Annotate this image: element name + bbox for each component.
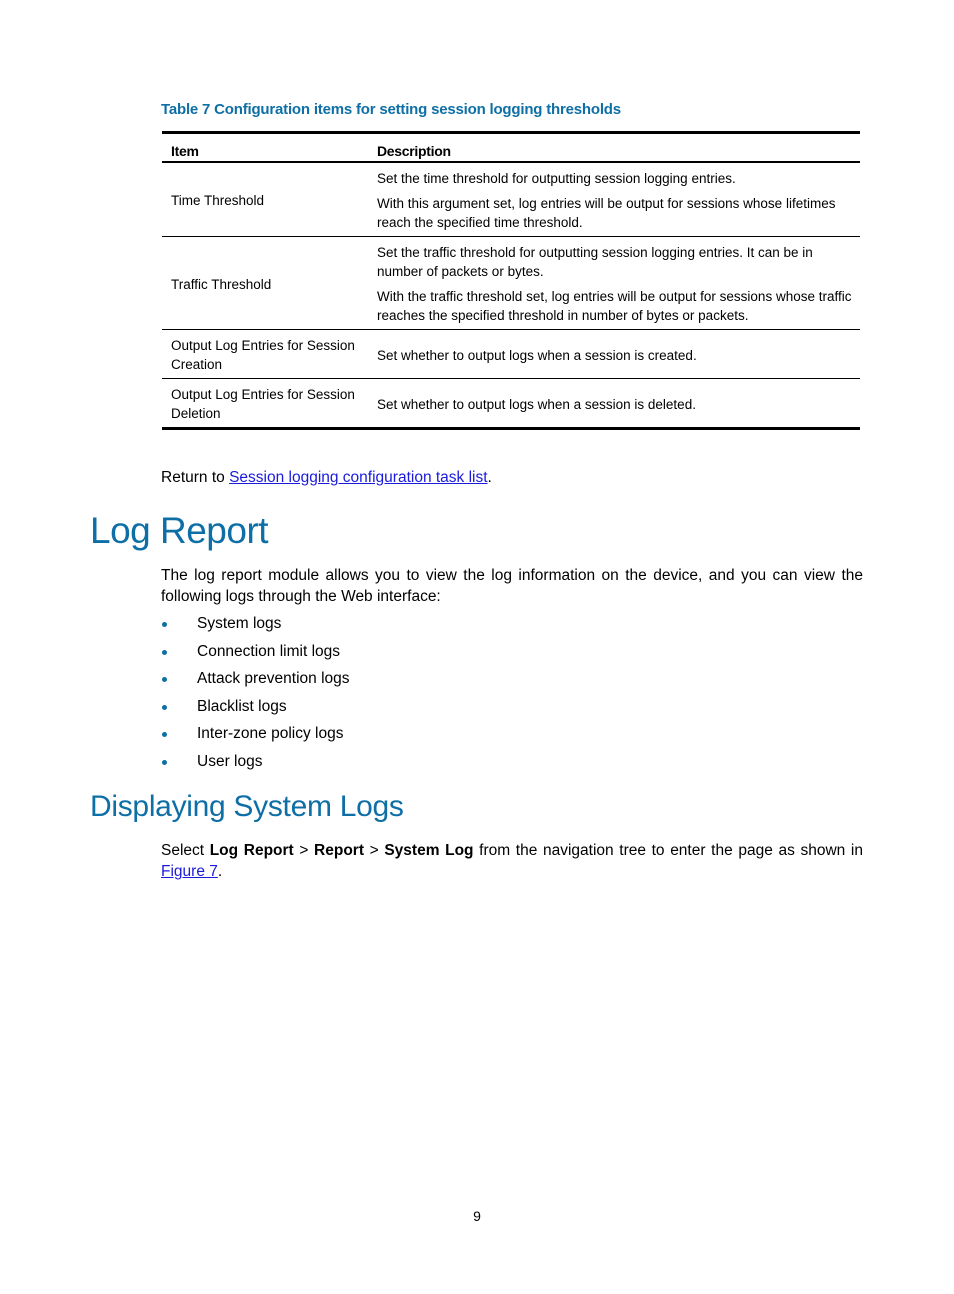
list-item: Inter-zone policy logs xyxy=(161,723,350,751)
table-row xyxy=(162,330,860,379)
bullet-icon xyxy=(162,705,167,710)
description-paragraph: With this argument set, log entries will be output for sessions whose lifetimes reach the specified time threshold. xyxy=(377,196,836,230)
description-paragraph: Set whether to output logs when a session is deleted. xyxy=(377,396,696,412)
bullet-icon xyxy=(162,650,167,655)
log-type-list xyxy=(161,613,350,779)
description-paragraph: Set the traffic threshold for outputting session logging entries. It can be in number of packets or bytes. xyxy=(377,245,813,279)
displaying-system-logs-heading: Displaying System Logs xyxy=(90,790,404,823)
list-item: System logs xyxy=(161,613,350,641)
table-row xyxy=(162,379,860,429)
bullet-icon xyxy=(162,622,167,627)
page-number: 9 xyxy=(473,1208,481,1224)
description-cell xyxy=(368,379,860,429)
list-item: Connection limit logs xyxy=(161,641,350,669)
column-header-description: Description xyxy=(368,133,860,163)
description-paragraph: Set whether to output logs when a session is created. xyxy=(377,347,697,363)
list-item: Blacklist logs xyxy=(161,696,350,724)
log-report-intro: The log report module allows you to view the log information on the device, and you can view the following logs through the Web interface: xyxy=(161,567,863,605)
configuration-table xyxy=(162,131,860,430)
return-prefix: Return to xyxy=(161,469,230,486)
bullet-icon xyxy=(162,677,167,682)
description-cell xyxy=(368,330,860,379)
table-row xyxy=(162,237,860,330)
item-cell: Traffic Threshold xyxy=(162,237,368,330)
list-item: User logs xyxy=(161,751,350,779)
nav-system-log: System Log xyxy=(384,842,474,859)
table-row xyxy=(162,162,860,237)
task-list-link[interactable]: Session logging configuration task list xyxy=(229,469,488,486)
figure-7-link[interactable]: Figure 7 xyxy=(161,863,218,880)
return-line xyxy=(161,469,492,487)
item-cell: Time Threshold xyxy=(162,162,368,237)
item-cell: Output Log Entries for Session Deletion xyxy=(171,387,355,421)
nav-report: Report xyxy=(314,842,364,859)
column-header-item: Item xyxy=(162,133,368,163)
list-item: Attack prevention logs xyxy=(161,668,350,696)
description-cell xyxy=(368,237,860,330)
description-cell xyxy=(368,162,860,237)
table-header-row xyxy=(162,133,860,163)
log-report-heading: Log Report xyxy=(90,510,269,551)
nav-log-report: Log Report xyxy=(209,842,294,859)
return-suffix: . xyxy=(487,469,492,486)
bullet-icon xyxy=(162,760,167,765)
bullet-icon xyxy=(162,732,167,737)
item-cell: Output Log Entries for Session Creation xyxy=(162,330,368,379)
table-caption: Table 7 Configuration items for setting session logging thresholds xyxy=(161,101,621,118)
description-paragraph: With the traffic threshold set, log entries will be output for sessions whose traffic reaches the specified threshold in number of bytes or packets. xyxy=(377,289,852,323)
navigation-instruction: Select Log Report > Report > System Log from the navigation tree to enter the page as shown in Figure 7. xyxy=(161,842,863,880)
description-paragraph: Set the time threshold for outputting session logging entries. xyxy=(377,171,736,186)
